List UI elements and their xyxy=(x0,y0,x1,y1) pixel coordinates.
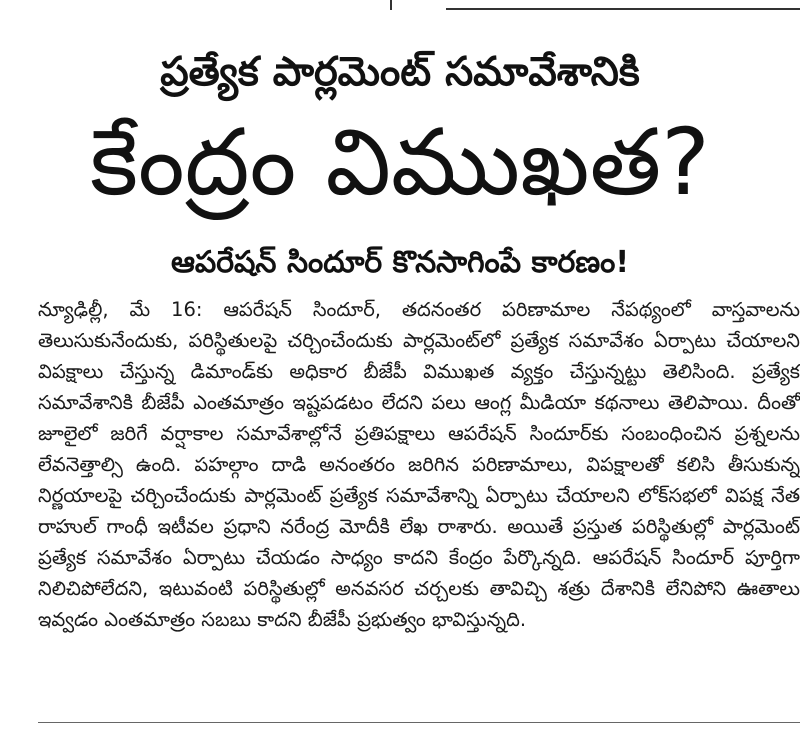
article-body: న్యూఢిల్లీ, మే 16: ఆపరేషన్ సిందూర్, తదనంతర పరిణామాల నేపథ్యంలో వాస్తవాలను తెలుసుకునేందుకు, పరిస్థితులపై చర్చించేందుకు పార్లమెంట్‌లో ప్రత్యేక సమావేశం ఏర్పాటు చేయాలని విపక్షాలు చేస్తున్న డిమాండ్‌కు అధికార బీజేపీ విముఖత వ్యక్తం చేస్తున్నట్టు తెలిసింది. ప్రత్యేక సమావేశానికి బీజేపీ ఎంతమాత్రం ఇష్టపడటం లేదని పలు ఆంగ్ల మీడియా కథనాలు తెలిపాయి. దీంతో జూలైలో జరిగే వర్షాకాల సమావేశాల్లోనే ప్రతిపక్షాలు ఆపరేషన్ సిందూర్‌కు సంబంధించిన ప్రశ్నలను లేవనెత్తాల్సి ఉంది. పహల్గాం దాడి అనంతరం జరిగిన పరిణామాలు, విపక్షాలతో కలిసి తీసుకున్న నిర్ణయాలపై చర్చించేందుకు పార్లమెంట్ ప్రత్యేక సమావేశాన్ని ఏర్పాటు చేయాలని లోక్‌సభలో విపక్ష నేత రాహుల్ గాంధీ ఇటీవల ప్రధాని నరేంద్ర మోదీకి లేఖ రాశారు. అయితే ప్రస్తుత పరిస్థితుల్లో పార్లమెంట్ ప్రత్యేక సమావేశం ఏర్పాటు చేయడం సాధ్యం కాదని కేంద్రం పేర్కొన్నది. ఆపరేషన్ సిందూర్ పూర్తిగా నిలిచిపోలేదని, ఇటువంటి పరిస్థితుల్లో అనవసర చర్చలకు తావిచ్చి శత్రు దేశానికి లేనిపోని ఊతాలు ఇవ్వడం ఎంతమాత్రం సబబు కాదని బీజేపీ ప్రభుత్వం భావిస్తున్నది. xyxy=(38,298,800,631)
bottom-rule xyxy=(38,722,800,723)
top-rule xyxy=(446,8,800,10)
article-headline: కేంద్రం విముఖత? xyxy=(90,109,710,216)
top-column-divider xyxy=(0,0,392,10)
article-kicker: ప్రత్యేక పార్లమెంట్ సమావేశానికి xyxy=(160,49,640,95)
article-subhead: ఆపరేషన్ సిందూర్ కొనసాగింపే కారణం! xyxy=(170,245,630,280)
